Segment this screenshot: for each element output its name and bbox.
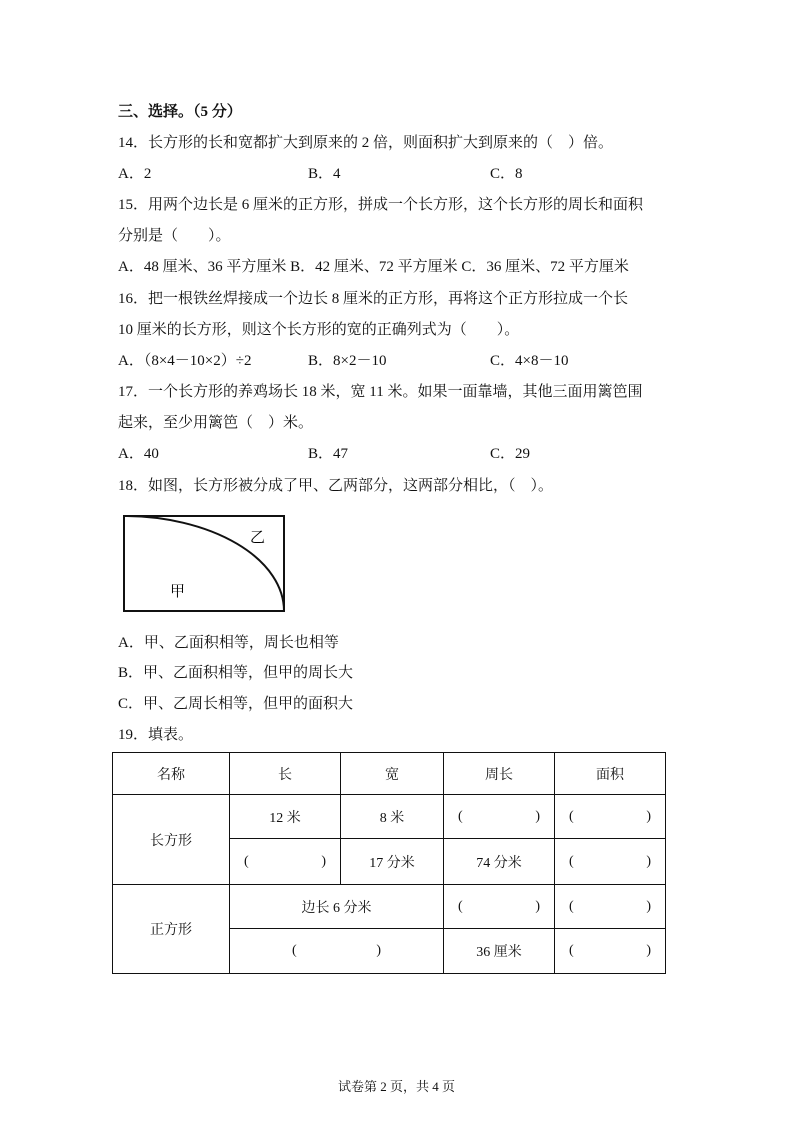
q16-text-2: 10 厘米的长方形，则这个长方形的宽的正确列式为（ ）。	[118, 322, 520, 338]
q14-option-a: A．2	[118, 166, 152, 182]
q18-figure	[118, 510, 293, 618]
label-jia: 甲	[170, 584, 186, 600]
blank-cell[interactable]: ( )	[555, 885, 666, 929]
q16-text-1: 16．把一根铁丝焊接成一个边长 8 厘米的正方形，再将这个正方形拉成一个长	[118, 291, 629, 307]
q18-option-a: A．甲、乙面积相等，周长也相等	[118, 635, 339, 651]
cell: 8 米	[341, 795, 444, 839]
fill-table	[112, 752, 666, 974]
table-header-row	[113, 753, 666, 795]
q17-option-b: B．47	[308, 446, 349, 462]
q16-option-a: A．（8×4－10×2）÷2	[118, 353, 252, 369]
blank-cell[interactable]: ( )	[555, 929, 666, 974]
q14-text: 14．长方形的长和宽都扩大到原来的 2 倍，则面积扩大到原来的（ ）倍。	[118, 135, 614, 151]
header-perimeter: 周长	[444, 753, 555, 795]
page-footer: 试卷第 2 页，共 4 页	[337, 1079, 455, 1094]
q16-option-b: B．8×2－10	[308, 353, 387, 369]
q15-text-2: 分别是（ ）。	[118, 228, 231, 244]
q14-option-c: C．8	[490, 166, 523, 182]
cell: 12 米	[230, 795, 341, 839]
q16-option-c: C．4×8－10	[490, 353, 569, 369]
table-row	[113, 885, 666, 929]
header-area: 面积	[555, 753, 666, 795]
blank-cell[interactable]: ( )	[230, 839, 341, 885]
cell: 74 分米	[444, 839, 555, 885]
square-label: 正方形	[113, 885, 230, 974]
label-yi: 乙	[250, 530, 266, 546]
cell: 17 分米	[341, 839, 444, 885]
q17-option-a: A．40	[118, 446, 159, 462]
blank-cell[interactable]: ( )	[444, 885, 555, 929]
header-name: 名称	[113, 753, 230, 795]
blank-cell[interactable]: ( )	[555, 795, 666, 839]
q18-option-b: B．甲、乙面积相等，但甲的周长大	[118, 665, 354, 681]
blank-cell[interactable]: ( )	[555, 839, 666, 885]
blank-cell[interactable]: ( )	[444, 795, 555, 839]
q17-text-2: 起来，至少用篱笆（ ）米。	[118, 415, 314, 431]
section-title: 三、选择。（5 分）	[118, 104, 242, 120]
q14-option-b: B．4	[308, 166, 341, 182]
q17-option-c: C．29	[490, 446, 531, 462]
q18-option-c: C．甲、乙周长相等，但甲的面积大	[118, 696, 354, 712]
table-row	[113, 795, 666, 839]
q15-text-1: 15．用两个边长是 6 厘米的正方形，拼成一个长方形，这个长方形的周长和面积	[118, 197, 644, 213]
header-width: 宽	[341, 753, 444, 795]
q15-options: A．48 厘米、36 平方厘米 B．42 厘米、72 平方厘米 C．36 厘米、72 平方厘米	[118, 259, 629, 275]
q17-text-1: 17．一个长方形的养鸡场长 18 米，宽 11 米。如果一面靠墙，其他三面用篱笆围	[118, 384, 643, 400]
header-length: 长	[230, 753, 341, 795]
q18-text: 18．如图，长方形被分成了甲、乙两部分，这两部分相比，（ ）。	[118, 478, 554, 494]
cell: 边长 6 分米	[230, 885, 444, 929]
blank-cell[interactable]: ( )	[230, 929, 444, 974]
cell: 36 厘米	[444, 929, 555, 974]
rect-label: 长方形	[113, 795, 230, 885]
q19-title: 19．填表。	[118, 727, 194, 743]
